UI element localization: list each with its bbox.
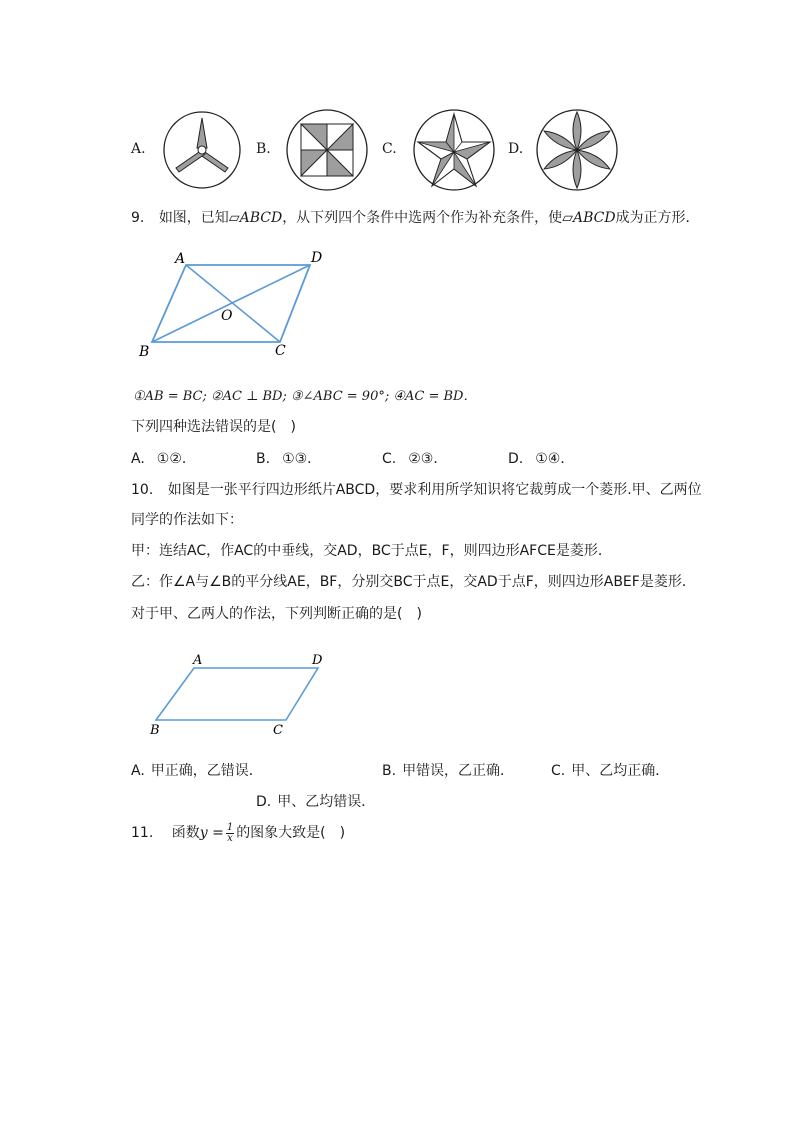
q10-label-d: D [312,653,323,668]
q11-fraction: $\frac{1}{x}$ [226,821,234,844]
q9-label-b: B [139,344,150,360]
q9-parallelogram-figure [132,244,342,364]
q10-stem-line2: 同学的作法如下： [131,512,243,528]
q10-number: 10. [131,482,154,498]
q9-option-b: B. ①③． [256,451,322,467]
q9-number: 9. [131,210,145,226]
q8-option-d-label: D. [508,141,524,157]
q9-label-d: D [311,250,323,266]
flower-figure [535,108,619,192]
q10-stem-line1: 10. 如图是一张平行四边形纸片ABCD，要求利用所学知识将它裁剪成一个菱形.甲、乙两位 [131,482,702,498]
q10-parallelogram-figure [140,648,340,740]
pinwheel-figure [285,108,369,192]
q8-option-c-label: C. [382,141,397,157]
q10-label-a: A [193,653,203,668]
q9-label-a: A [175,251,186,267]
q10-method-jia: 甲：连结AC，作AC的中垂线，交AD，BC于点E，F，则四边形AFCE是菱形． [131,543,612,559]
three-blade-figure [162,110,242,190]
q10-option-d: D. 甲、乙均错误． [256,794,376,810]
q9-label-c: C [275,343,286,359]
q9-stem: 9. 如图，已知▱ABCD，从下列四个条件中选两个作为补充条件，使▱ABCD成为正方形． [131,210,700,226]
q10-option-c: C. 甲、乙均正确． [551,763,670,779]
q9-question: 下列四种选法错误的是( ) [131,419,296,435]
q8-option-b-label: B. [256,141,271,157]
q10-option-a: A. 甲正确，乙错误． [131,763,263,779]
q10-option-b: B. 甲错误，乙正确． [382,763,515,779]
q9-option-d: D. ①④． [508,451,575,467]
q11-number: 11. [131,825,154,841]
q8-option-a-label: A. [131,141,146,157]
q9-option-c: C. ②③． [382,451,448,467]
q9-label-o: O [221,308,233,324]
q10-label-c: C [273,723,283,738]
q10-label-b: B [150,723,160,738]
q9-option-a: A. ①②． [131,451,196,467]
q10-question: 对于甲、乙两人的作法，下列判断正确的是( ) [131,606,422,622]
question-11: 11. 函数y = $\frac{1}{x}$ 的图象大致是( ) [131,821,346,844]
star-figure [412,108,496,192]
q9-conditions: ①AB = BC; ②AC ⊥ BD; ③∠ABC = 90°; ④AC = BD． [133,389,477,404]
q10-method-yi: 乙：作∠A与∠B的平分线AE，BF，分别交BC于点E，交AD于点F，则四边形ABEF是菱形． [131,574,696,590]
